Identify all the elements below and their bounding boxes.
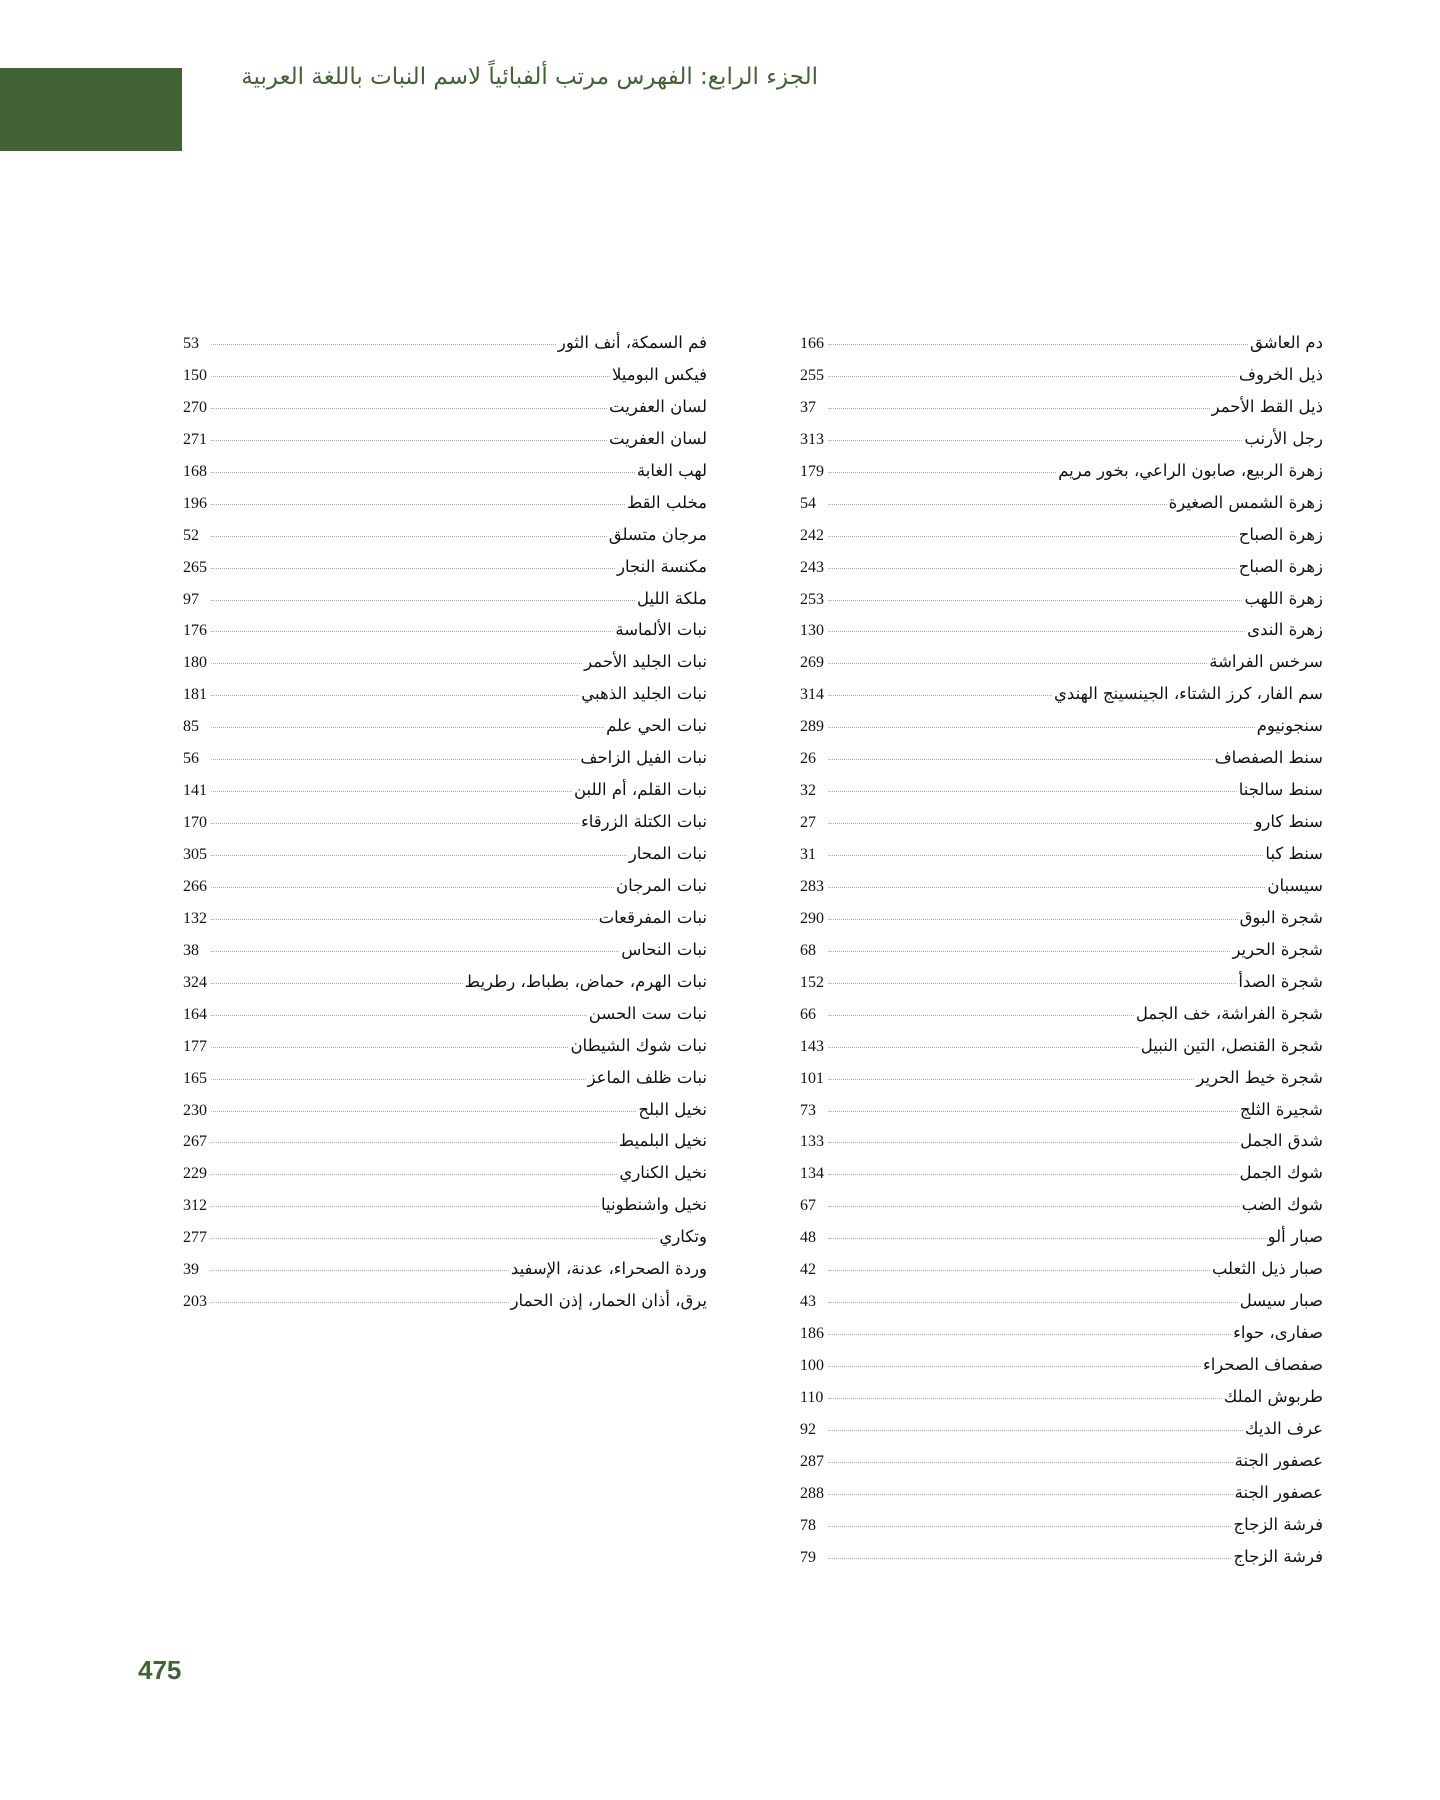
entry-page: 53 (183, 335, 199, 352)
index-entry (800, 525, 1323, 557)
entry-page: 270 (183, 398, 207, 416)
entry-name: زهرة الصباح (1238, 524, 1323, 544)
index-entry (800, 876, 1323, 908)
entry-page: 283 (800, 877, 824, 895)
entry-page: 56 (183, 750, 199, 768)
index-entry (800, 1068, 1323, 1100)
entry-page: 152 (800, 973, 824, 991)
entry-page: 150 (183, 366, 207, 384)
index-entry (183, 716, 707, 748)
index-entry (183, 525, 707, 557)
index-entry (800, 1131, 1323, 1163)
index-entry (800, 1163, 1323, 1195)
index-entry (183, 1291, 707, 1323)
entry-name: نبات ست الحسن (588, 1003, 707, 1023)
dot-leader (828, 1079, 1194, 1080)
entry-name: عصفور الجنة (1234, 1450, 1323, 1470)
index-entry (183, 1163, 707, 1195)
dot-leader (828, 727, 1255, 728)
dot-leader (828, 631, 1245, 632)
entry-name: فرشة الزجاج (1233, 1546, 1323, 1566)
index-entry (183, 1195, 707, 1227)
index-entry (183, 844, 707, 876)
index-entry (183, 1259, 707, 1291)
index-entry (800, 1291, 1323, 1323)
entry-name: صبار ألو (1267, 1227, 1323, 1247)
entry-name: نبات النحاس (621, 939, 707, 959)
index-entry (800, 1100, 1323, 1132)
index-entry (800, 1036, 1323, 1068)
entry-name: نبات القلم، أم اللبن (573, 780, 707, 800)
entry-name: نخيل البلح (638, 1099, 707, 1119)
dot-leader (828, 1238, 1266, 1239)
index-entry (800, 844, 1323, 876)
entry-page: 165 (183, 1069, 207, 1087)
index-entry (800, 1355, 1323, 1387)
index-entry (183, 780, 707, 812)
index-entry (183, 1227, 707, 1259)
index-entry (183, 333, 707, 365)
dot-leader (828, 1142, 1238, 1143)
entry-name: شجرة البوق (1239, 907, 1323, 927)
entry-page: 170 (183, 814, 207, 832)
dot-leader (828, 951, 1230, 952)
dot-leader (828, 1430, 1243, 1431)
index-entry (800, 972, 1323, 1004)
entry-name: نبات الحي علم (606, 716, 707, 736)
entry-page: 133 (800, 1133, 824, 1151)
entry-name: فيكس البوميلا (611, 364, 707, 384)
dot-leader (211, 759, 578, 760)
index-entry (800, 1387, 1323, 1419)
entry-page: 196 (183, 494, 207, 512)
entry-page: 255 (800, 366, 824, 384)
entry-page: 78 (800, 1516, 816, 1534)
entry-page: 290 (800, 909, 824, 927)
dot-leader (828, 344, 1248, 345)
entry-name: سنط سالجنا (1238, 780, 1323, 800)
dot-leader (828, 983, 1236, 984)
entry-page: 67 (800, 1197, 816, 1215)
entry-page: 54 (800, 494, 816, 512)
dot-leader (211, 1111, 636, 1112)
entry-name: نبات الجليد الذهبي (581, 684, 707, 704)
entry-name: سرخس الفراشة (1209, 652, 1323, 672)
dot-leader (828, 1111, 1238, 1112)
dot-leader (211, 568, 615, 569)
index-column-right (800, 333, 1323, 1579)
dot-leader (828, 1302, 1238, 1303)
index-entry (800, 908, 1323, 940)
index-entry (800, 716, 1323, 748)
dot-leader (828, 1366, 1201, 1367)
entry-page: 324 (183, 973, 207, 991)
entry-name: صفصاف الصحراء (1202, 1355, 1323, 1374)
entry-name: زهرة اللهب (1244, 588, 1323, 608)
entry-page: 92 (800, 1420, 816, 1438)
dot-leader (211, 887, 614, 888)
entry-page: 314 (800, 686, 824, 704)
index-entry (183, 1131, 707, 1163)
entry-name: نخيل الكناري (619, 1163, 707, 1183)
dot-leader (211, 1270, 509, 1271)
dot-leader (211, 1302, 509, 1303)
entry-name: عصفور الجنة (1234, 1482, 1323, 1502)
dot-leader (828, 1494, 1233, 1495)
header-color-block (0, 68, 182, 151)
index-entry (800, 461, 1323, 493)
index-entry (183, 1004, 707, 1036)
dot-leader (211, 1206, 599, 1207)
entry-name: يرق، أذان الحمار، إذن الحمار (510, 1291, 707, 1311)
index-entry (800, 620, 1323, 652)
dot-leader (211, 695, 579, 696)
entry-page: 230 (183, 1101, 207, 1119)
index-entry (800, 652, 1323, 684)
entry-page: 68 (800, 941, 816, 959)
dot-leader (211, 823, 579, 824)
index-entry (183, 557, 707, 589)
entry-page: 267 (183, 1133, 207, 1151)
index-entry (183, 429, 707, 461)
dot-leader (211, 727, 604, 728)
entry-page: 166 (800, 335, 824, 352)
index-entry (183, 461, 707, 493)
entry-name: مخلب القط (626, 492, 707, 512)
entry-name: صبار ذيل الثعلب (1211, 1259, 1323, 1279)
dot-leader (828, 1047, 1139, 1048)
index-entry (183, 365, 707, 397)
entry-page: 266 (183, 877, 207, 895)
entry-name: نبات المرجان (616, 875, 707, 895)
dot-leader (211, 919, 597, 920)
entry-page: 242 (800, 526, 824, 544)
entry-page: 277 (183, 1229, 207, 1247)
dot-leader (211, 951, 619, 952)
index-entry (800, 1515, 1323, 1547)
dot-leader (828, 695, 1052, 696)
dot-leader (828, 1398, 1222, 1399)
entry-name: صبار سيسل (1239, 1291, 1323, 1311)
entry-name: سم الفار، كرز الشتاء، الجينسينج الهندي (1054, 684, 1323, 704)
entry-page: 42 (800, 1261, 816, 1279)
entry-name: نبات الفيل الزاحف (580, 748, 707, 768)
entry-page: 271 (183, 430, 207, 448)
entry-page: 79 (800, 1548, 816, 1566)
dot-leader (211, 663, 582, 664)
dot-leader (828, 472, 1056, 473)
dot-leader (828, 919, 1238, 920)
entry-name: مكنسة النجار (617, 556, 707, 576)
index-entry (800, 684, 1323, 716)
entry-name: ملكة الليل (636, 588, 707, 608)
entry-page: 101 (800, 1069, 824, 1087)
dot-leader (828, 1206, 1240, 1207)
entry-name: نبات الجليد الأحمر (584, 652, 707, 672)
index-entry (800, 429, 1323, 461)
entry-page: 132 (183, 909, 207, 927)
entry-page: 288 (800, 1484, 824, 1502)
entry-name: شدق الجمل (1240, 1131, 1323, 1151)
dot-leader (828, 1174, 1238, 1175)
index-entry (183, 876, 707, 908)
entry-name: شجرة الفراشة، خف الجمل (1135, 1003, 1323, 1023)
entry-page: 43 (800, 1293, 816, 1311)
entry-name: ذيل القط الأحمر (1211, 396, 1323, 416)
dot-leader (828, 600, 1242, 601)
entry-name: شجرة القنصل، التين النبيل (1140, 1035, 1323, 1055)
index-entry (800, 812, 1323, 844)
entry-name: نبات الكتلة الزرقاء (581, 812, 707, 832)
dot-leader (828, 1015, 1134, 1016)
index-entry (800, 1419, 1323, 1451)
index-entry (800, 1483, 1323, 1515)
entry-name: فم السمكة، أنف الثور (557, 333, 707, 352)
dot-leader (828, 823, 1252, 824)
entry-name: شجيرة الثلج (1239, 1099, 1323, 1119)
entry-name: سيسبان (1267, 875, 1323, 895)
entry-name: سنط كبا (1265, 844, 1323, 863)
dot-leader (828, 1270, 1210, 1271)
dot-leader (211, 1174, 617, 1175)
entry-name: دم العاشق (1250, 333, 1323, 352)
entry-name: فرشة الزجاج (1233, 1514, 1323, 1534)
entry-page: 168 (183, 462, 207, 480)
entry-page: 289 (800, 718, 824, 736)
index-column-left (183, 333, 707, 1323)
entry-page: 66 (800, 1005, 816, 1023)
entry-name: نبات المحار (628, 844, 707, 863)
dot-leader (211, 408, 607, 409)
dot-leader (828, 1558, 1231, 1559)
entry-page: 177 (183, 1037, 207, 1055)
dot-leader (828, 376, 1237, 377)
entry-page: 164 (183, 1005, 207, 1023)
entry-page: 31 (800, 846, 816, 863)
dot-leader (828, 887, 1265, 888)
index-entry (183, 812, 707, 844)
entry-page: 39 (183, 1261, 199, 1279)
entry-name: رجل الأرنب (1244, 428, 1323, 448)
dot-leader (211, 631, 613, 632)
dot-leader (211, 376, 610, 377)
entry-name: سنجونيوم (1256, 716, 1323, 736)
entry-name: لسان العفريت (609, 396, 707, 416)
page-number: 475 (138, 1655, 182, 1685)
entry-page: 141 (183, 782, 207, 800)
entry-page: 26 (800, 750, 816, 768)
entry-name: نخيل البلميط (618, 1131, 707, 1151)
index-entry (800, 493, 1323, 525)
entry-name: سنط الصفصاف (1214, 748, 1323, 768)
section-title: الجزء الرابع: الفهرس مرتب ألفبائياً لاسم النبات باللغة العربية (241, 64, 818, 90)
dot-leader (211, 472, 635, 473)
entry-name: نخيل واشنطونيا (601, 1195, 707, 1215)
entry-page: 203 (183, 1293, 207, 1311)
dot-leader (211, 1015, 587, 1016)
dot-leader (828, 440, 1242, 441)
entry-name: عرف الديك (1244, 1418, 1323, 1438)
index-entry (800, 397, 1323, 429)
index-entry (800, 1259, 1323, 1291)
index-entry (183, 684, 707, 716)
dot-leader (211, 1142, 617, 1143)
entry-page: 27 (800, 814, 816, 832)
dot-leader (211, 983, 463, 984)
index-entry (183, 908, 707, 940)
entry-page: 38 (183, 941, 199, 959)
dot-leader (211, 504, 625, 505)
dot-leader (211, 344, 556, 345)
entry-name: مرجان متسلق (608, 524, 707, 544)
entry-name: نبات شوك الشيطان (570, 1035, 707, 1055)
dot-leader (211, 440, 607, 441)
index-entry (183, 748, 707, 780)
index-entry (800, 940, 1323, 972)
entry-page: 269 (800, 654, 824, 672)
dot-leader (211, 791, 572, 792)
entry-name: زهرة الشمس الصغيرة (1168, 492, 1323, 512)
entry-name: لسان العفريت (609, 428, 707, 448)
dot-leader (211, 1047, 568, 1048)
index-entry (183, 1036, 707, 1068)
entry-page: 37 (800, 398, 816, 416)
entry-page: 97 (183, 590, 199, 608)
entry-page: 180 (183, 654, 207, 672)
entry-page: 179 (800, 462, 824, 480)
index-entry (183, 652, 707, 684)
entry-name: نبات المفرقعات (598, 907, 707, 927)
entry-name: شوك الجمل (1239, 1163, 1323, 1183)
dot-leader (828, 1334, 1231, 1335)
entry-name: لهب الغابة (636, 460, 707, 480)
index-entry (800, 1547, 1323, 1579)
entry-name: شوك الضب (1241, 1195, 1323, 1215)
entry-page: 305 (183, 846, 207, 863)
entry-page: 229 (183, 1165, 207, 1183)
entry-page: 32 (800, 782, 816, 800)
entry-page: 253 (800, 590, 824, 608)
entry-page: 134 (800, 1165, 824, 1183)
index-entry (800, 333, 1323, 365)
entry-name: نبات الألماسة (615, 620, 707, 640)
entry-page: 312 (183, 1197, 207, 1215)
dot-leader (211, 1079, 586, 1080)
entry-page: 287 (800, 1452, 824, 1470)
entry-name: شجرة خيط الحرير (1196, 1067, 1323, 1087)
index-entry (800, 557, 1323, 589)
dot-leader (828, 408, 1210, 409)
index-entry (183, 589, 707, 621)
entry-name: نبات الهرم، حماض، بطباط، رطريط (464, 971, 707, 991)
dot-leader (828, 504, 1167, 505)
index-entry (183, 493, 707, 525)
dot-leader (828, 568, 1237, 569)
index-entry (800, 780, 1323, 812)
index-entry (800, 365, 1323, 397)
entry-name: وردة الصحراء، عدنة، الإسفيد (510, 1259, 707, 1279)
entry-name: زهرة الندى (1247, 620, 1323, 640)
index-entry (183, 1100, 707, 1132)
entry-page: 85 (183, 718, 199, 736)
dot-leader (828, 1526, 1231, 1527)
index-entry (800, 748, 1323, 780)
entry-page: 186 (800, 1325, 824, 1343)
dot-leader (828, 1462, 1233, 1463)
entry-name: سنط كارو (1254, 812, 1323, 832)
index-entry (800, 1004, 1323, 1036)
entry-page: 73 (800, 1101, 816, 1119)
index-entry (183, 620, 707, 652)
entry-name: نبات ظلف الماعز (587, 1067, 707, 1087)
entry-name: ذيل الخروف (1238, 364, 1323, 384)
entry-page: 265 (183, 558, 207, 576)
entry-name: طربوش الملك (1223, 1386, 1323, 1406)
entry-name: شجرة الصدأ (1238, 971, 1323, 991)
entry-name: وتكاري (659, 1227, 707, 1247)
index-entry (183, 397, 707, 429)
entry-page: 181 (183, 686, 207, 704)
dot-leader (828, 536, 1237, 537)
index-entry (800, 1195, 1323, 1227)
dot-leader (828, 791, 1237, 792)
entry-name: زهرة الربيع، صابون الراعي، بخور مريم (1058, 460, 1323, 480)
entry-page: 313 (800, 430, 824, 448)
entry-page: 176 (183, 622, 207, 640)
index-entry (183, 940, 707, 972)
dot-leader (828, 759, 1213, 760)
dot-leader (211, 600, 635, 601)
entry-page: 143 (800, 1037, 824, 1055)
entry-page: 48 (800, 1229, 816, 1247)
entry-page: 110 (800, 1388, 824, 1406)
index-entry (800, 1227, 1323, 1259)
dot-leader (211, 855, 627, 856)
entry-name: زهرة الصباح (1238, 556, 1323, 576)
index-entry (800, 589, 1323, 621)
entry-name: شجرة الحرير (1232, 939, 1323, 959)
dot-leader (828, 663, 1207, 664)
entry-page: 100 (800, 1357, 824, 1374)
index-entry (800, 1451, 1323, 1483)
index-entry (183, 972, 707, 1004)
index-entry (800, 1323, 1323, 1355)
dot-leader (828, 855, 1263, 856)
entry-name: صفارى، حواء (1233, 1323, 1323, 1343)
dot-leader (211, 1238, 657, 1239)
dot-leader (211, 536, 607, 537)
entry-page: 243 (800, 558, 824, 576)
entry-page: 130 (800, 622, 824, 640)
index-entry (183, 1068, 707, 1100)
entry-page: 52 (183, 526, 199, 544)
